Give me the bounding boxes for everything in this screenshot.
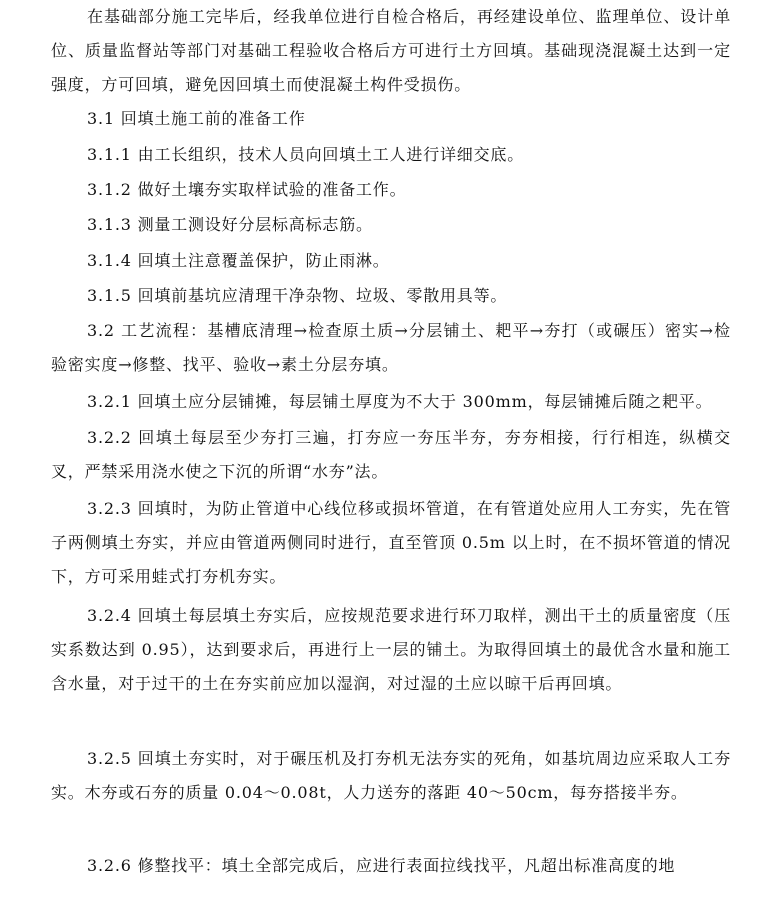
- paragraph-3-2-4: 3.2.4 回填土每层填土夯实后，应按规范要求进行环刀取样，测出干土的质量密度（压实系数达到 0.95），达到要求后，再进行上一层的铺土。为取得回填土的最优含水量和施工含水量，对于过干的土在夯实前应加以湿润，对过湿的土应以晾干后再回填。: [51, 606, 731, 693]
- paragraph-intro: 在基础部分施工完毕后，经我单位进行自检合格后，再经建设单位、监理单位、设计单位、质量监督站等部门对基础工程验收合格后方可进行土方回填。基础现浇混凝土达到一定强度，方可回填，避免因回填土而使混凝土构件受损伤。: [51, 7, 731, 94]
- paragraph-3-2-1: 3.2.1 回填土应分层铺摊，每层铺土厚度为不大于 300mm，每层铺摊后随之耙平。: [87, 392, 713, 411]
- heading-3-1: 3.1 回填土施工前的准备工作: [87, 109, 306, 128]
- paragraph-3-1-5: 3.1.5 回填前基坑应清理干净杂物、垃圾、零散用具等。: [87, 286, 508, 305]
- paragraph-3-2-2: 3.2.2 回填土每层至少夯打三遍，打夯应一夯压半夯，夯夯相接，行行相连，纵横交叉，严禁采用浇水使之下沉的所谓“水夯”法。: [51, 428, 731, 481]
- paragraph-3-1-3: 3.1.3 测量工测设好分层标高标志筋。: [87, 215, 373, 234]
- paragraph-3-2-5: 3.2.5 回填土夯实时，对于碾压机及打夯机无法夯实的死角，如基坑周边应采取人工夯实。木夯或石夯的质量 0.04～0.08t，人力送夯的落距 40～50cm，每夯搭接半夯。: [51, 749, 731, 802]
- paragraph-3-2: 3.2 工艺流程：基槽底清理→检查原土质→分层铺土、耙平→夯打（或碾压）密实→检验密实度→修整、找平、验收→素土分层夯填。: [51, 321, 731, 374]
- paragraph-3-2-6: 3.2.6 修整找平：填土全部完成后，应进行表面拉线找平，凡超出标准高度的地: [87, 856, 676, 875]
- paragraph-3-1-2: 3.1.2 做好土壤夯实取样试验的准备工作。: [87, 180, 407, 199]
- paragraph-3-1-1: 3.1.1 由工长组织，技术人员向回填土工人进行详细交底。: [87, 145, 524, 164]
- paragraph-3-2-3: 3.2.3 回填时，为防止管道中心线位移或损坏管道，在有管道处应用人工夯实，先在管子两侧填土夯实，并应由管道两侧同时进行，直至管顶 0.5m 以上时，在不损坏管道的情况下，方可采用蛙式打夯机夯实。: [51, 499, 731, 586]
- paragraph-3-1-4: 3.1.4 回填土注意覆盖保护，防止雨淋。: [87, 251, 390, 270]
